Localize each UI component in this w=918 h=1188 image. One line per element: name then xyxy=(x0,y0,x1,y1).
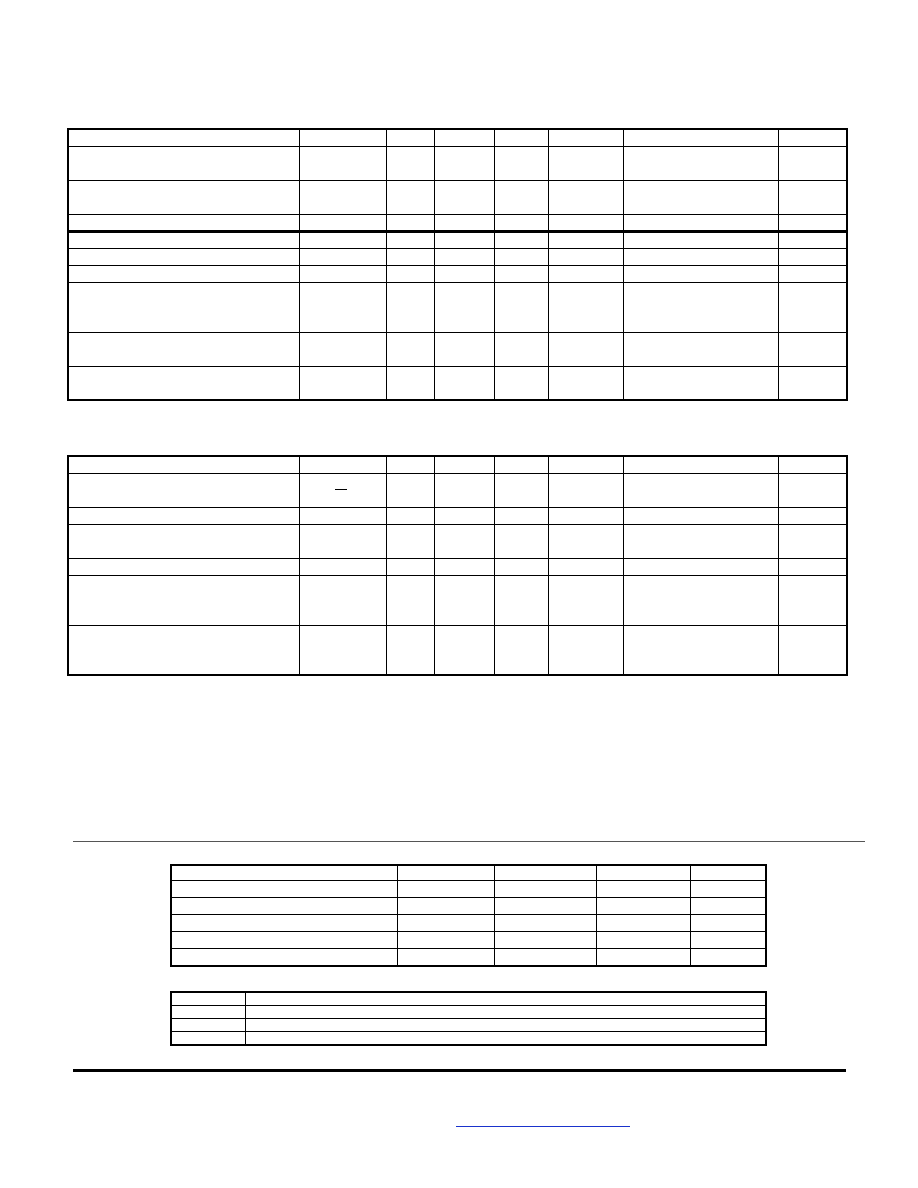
table-row xyxy=(171,914,766,931)
section-divider xyxy=(73,841,865,842)
table-row xyxy=(68,282,847,332)
table-row xyxy=(171,1031,766,1045)
spec-table-lower xyxy=(67,455,848,676)
table-row xyxy=(171,992,766,1005)
table-row xyxy=(68,575,847,625)
footer-divider xyxy=(73,1069,846,1072)
table-row xyxy=(171,897,766,914)
table-row xyxy=(68,231,847,248)
summary-table xyxy=(170,864,767,967)
table-row xyxy=(68,146,847,180)
notes-table xyxy=(170,991,767,1046)
table-row xyxy=(171,880,766,897)
table-row xyxy=(171,931,766,948)
table-row xyxy=(68,558,847,575)
table-row xyxy=(68,524,847,558)
table-row xyxy=(171,1018,766,1031)
table-row xyxy=(68,332,847,366)
table-row xyxy=(68,473,847,507)
table-row xyxy=(171,1005,766,1018)
table-row xyxy=(171,948,766,966)
overbar-mark xyxy=(335,489,347,490)
footer-link[interactable] xyxy=(456,1126,630,1127)
table-row xyxy=(68,625,847,675)
table-row xyxy=(68,180,847,214)
table-row xyxy=(68,366,847,400)
table-row xyxy=(68,248,847,265)
table-row xyxy=(68,129,847,146)
table-row xyxy=(68,265,847,282)
spec-table-upper xyxy=(67,128,848,401)
table-row xyxy=(68,507,847,524)
table-row xyxy=(68,214,847,231)
table-row xyxy=(171,865,766,880)
table-row xyxy=(68,456,847,473)
